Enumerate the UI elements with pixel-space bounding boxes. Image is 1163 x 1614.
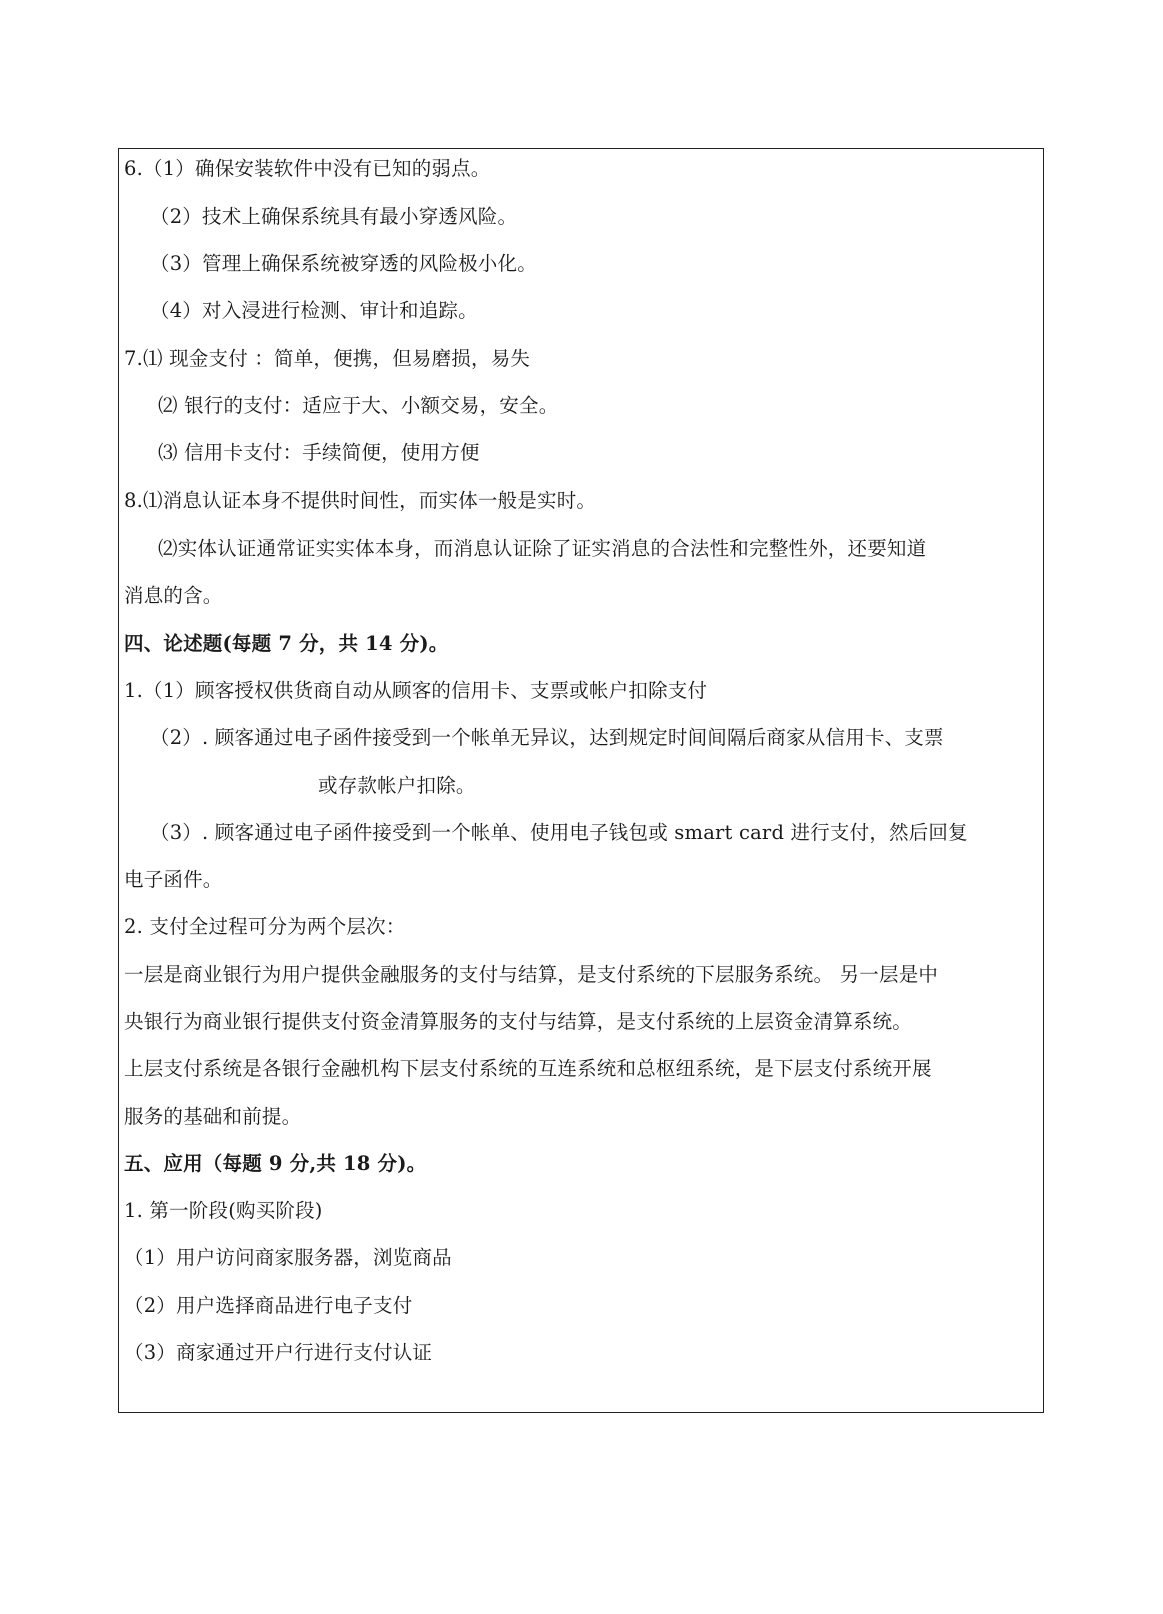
text-line-20: 上层支付系统是各银行金融机构下层支付系统的互连系统和总枢纽系统，是下层支付系统开展 — [124, 1057, 932, 1080]
text-line-13: （2）. 顾客通过电子函件接受到一个帐单无异议，达到规定时间间隔后商家从信用卡、支票 — [150, 726, 944, 749]
text-line-1: 6.（1）确保安装软件中没有已知的弱点。 — [124, 157, 491, 180]
text-line-8: 8.⑴消息认证本身不提供时间性，而实体一般是实时。 — [124, 489, 597, 512]
section-heading-5: 五、应用（每题 9 分,共 18 分)。 — [124, 1152, 427, 1175]
text-line-23: 1. 第一阶段(购买阶段) — [124, 1199, 323, 1222]
text-line-26: （3）商家通过开户行进行支付认证 — [124, 1341, 433, 1364]
text-line-9: ⑵实体认证通常证实实体本身，而消息认证除了证实消息的合法性和完整性外，还要知道 — [158, 537, 927, 560]
text-line-4: （4）对入浸进行检测、审计和追踪。 — [150, 299, 478, 322]
text-line-7: ⑶ 信用卡支付：手续简便，使用方便 — [158, 441, 480, 464]
text-line-21: 服务的基础和前提。 — [124, 1105, 302, 1128]
text-line-3: （3）管理上确保系统被穿透的风险极小化。 — [150, 252, 537, 275]
text-line-16: 电子函件。 — [124, 868, 223, 891]
text-line-24: （1）用户访问商家服务器，浏览商品 — [124, 1246, 452, 1269]
text-line-12: 1.（1）顾客授权供货商自动从顾客的信用卡、支票或帐户扣除支付 — [124, 679, 708, 702]
text-line-6: ⑵ 银行的支付：适应于大、小额交易，安全。 — [158, 394, 559, 417]
text-line-18: 一层是商业银行为用户提供金融服务的支付与结算，是支付系统的下层服务系统。 另一层是中 — [124, 963, 939, 986]
text-line-17: 2. 支付全过程可分为两个层次： — [124, 915, 406, 938]
text-line-25: （2）用户选择商品进行电子支付 — [124, 1294, 413, 1317]
text-line-14: 或存款帐户扣除。 — [318, 774, 476, 797]
section-heading-4: 四、论述题(每题 7 分，共 14 分)。 — [124, 632, 449, 655]
text-line-15: （3）. 顾客通过电子函件接受到一个帐单、使用电子钱包或 smart card 进行支付，然后回复 — [150, 821, 968, 844]
text-line-2: （2）技术上确保系统具有最小穿透风险。 — [150, 205, 518, 228]
text-line-10: 消息的含。 — [124, 584, 223, 607]
text-line-19: 央银行为商业银行提供支付资金清算服务的支付与结算，是支付系统的上层资金清算系统。 — [124, 1010, 913, 1033]
text-line-5: 7.⑴ 现金支付 ：简单，便携，但易磨损，易失 — [124, 347, 531, 370]
